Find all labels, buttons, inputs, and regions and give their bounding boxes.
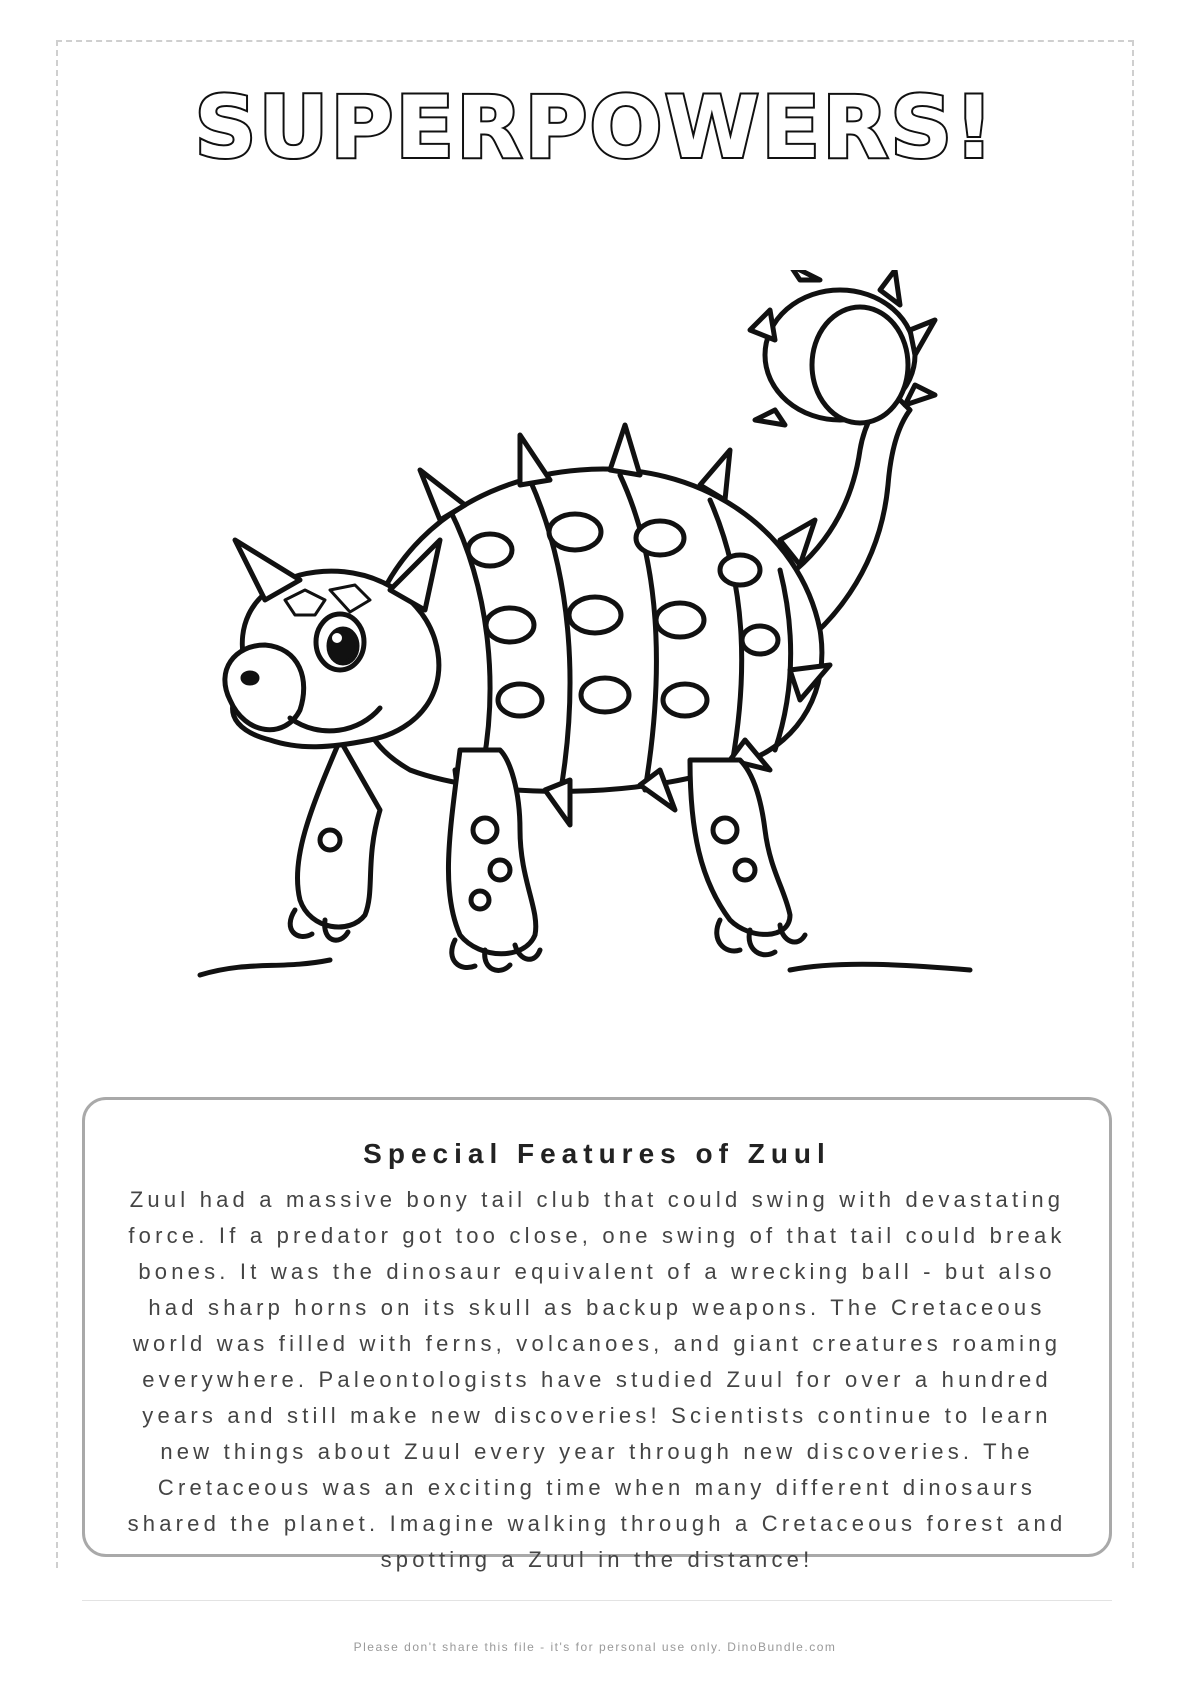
ankylosaurus-coloring-icon [190, 270, 990, 1040]
info-box [82, 1097, 1112, 1572]
footer-text: Please don't share this file - it's for personal use only. DinoBundle.com [353, 1640, 837, 1654]
info-body: Zuul had a massive bony tail club that could swing with devastating force. If a predator got too close, one swing of that tail could break bones. It was the dinosaur equivalent of a wrecking ball - but also had sharp horns on its skull as backup weapons. The Cretaceous world was filled with ferns, volcanoes, and giant creatures roaming everywhere. Paleontologists have studied Zuul for over a hundred years and still make new discoveries! Scientists continue to learn new things about Zuul every year through new discoveries. The Cretaceous was an exciting time when many different dinosaurs shared the planet. Imagine walking through a Cretaceous forest and spotting a Zuul in the distance! [127, 1187, 1067, 1572]
page-title: SUPERPOWERS! [194, 78, 996, 178]
info-heading: Special Features of Zuul [363, 1138, 831, 1169]
footer-divider [82, 1600, 1112, 1601]
